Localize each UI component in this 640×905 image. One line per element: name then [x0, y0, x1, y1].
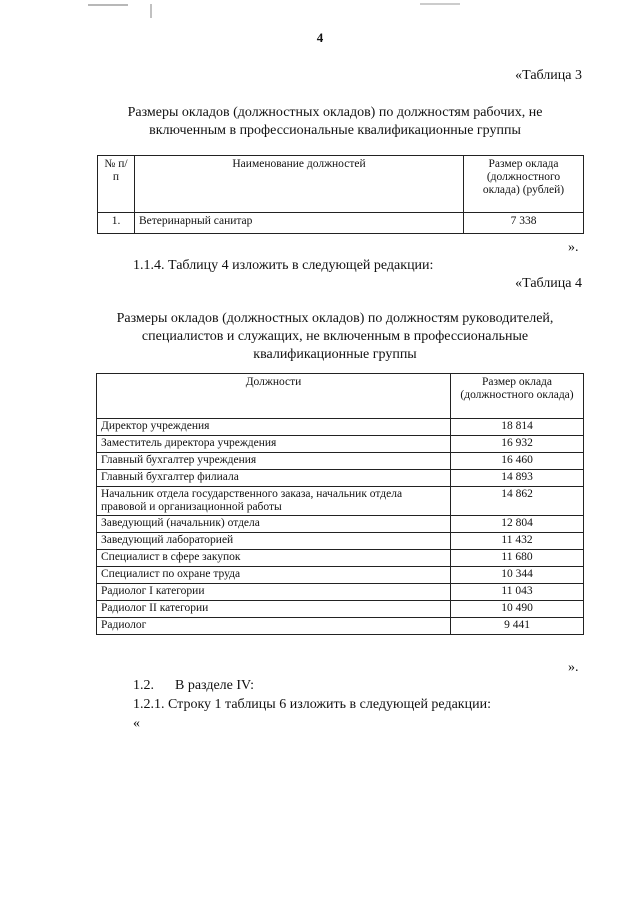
table4-cell-salary: 11 432 — [451, 533, 584, 550]
table4-cell-salary: 9 441 — [451, 618, 584, 635]
table3-label: «Таблица 3 — [515, 68, 582, 83]
table4-caption-line3: квалификационные группы — [253, 347, 417, 362]
table4-header-position: Должности — [97, 374, 451, 419]
table3-closing: ». — [568, 240, 579, 255]
table-row — [97, 453, 584, 470]
table4-cell-salary: 14 862 — [451, 487, 584, 516]
table4-cell-salary: 10 344 — [451, 567, 584, 584]
table4-header-row — [97, 374, 584, 419]
table-row — [97, 419, 584, 436]
table-row — [97, 550, 584, 567]
section-1-2 — [133, 678, 254, 694]
table4-cell-position: Главный бухгалтер филиала — [97, 470, 451, 487]
section-1-2-number: 1.2. — [133, 678, 154, 693]
table-row — [97, 533, 584, 550]
table4-cell-position: Специалист в сфере закупок — [97, 550, 451, 567]
table3-caption-line1: Размеры окладов (должностных окладов) по должностям рабочих, не — [127, 105, 543, 120]
table4-cell-position: Директор учреждения — [97, 419, 451, 436]
table-row — [97, 436, 584, 453]
table3-header-name: Наименование должностей — [135, 156, 464, 213]
table4-cell-position: Специалист по охране труда — [97, 567, 451, 584]
table-row — [97, 470, 584, 487]
table4-cell-position: Заведующий (начальник) отдела — [97, 516, 451, 533]
table3-cell-salary: 7 338 — [464, 213, 584, 234]
table-row — [97, 584, 584, 601]
table4-cell-salary: 16 932 — [451, 436, 584, 453]
page-number: 4 — [316, 30, 324, 45]
table4-cell-position: Радиолог I категории — [97, 584, 451, 601]
table-row — [97, 487, 584, 516]
table4-cell-salary: 16 460 — [451, 453, 584, 470]
scan-artifact — [150, 4, 152, 18]
table3-header-row — [98, 156, 584, 213]
table4-cell-position: Радиолог II категории — [97, 601, 451, 618]
table4-caption-line2: специалистов и служащих, не включенным в профессиональные — [141, 329, 529, 344]
table4-cell-salary: 11 680 — [451, 550, 584, 567]
table-row — [97, 618, 584, 635]
table4-cell-salary: 18 814 — [451, 419, 584, 436]
table4-cell-position: Главный бухгалтер учреждения — [97, 453, 451, 470]
table3-cell-num: 1. — [98, 213, 135, 234]
table4-cell-salary: 12 804 — [451, 516, 584, 533]
table3-header-salary: Размер оклада (должностного оклада) (рублей) — [464, 156, 584, 213]
table4-caption-line1: Размеры окладов (должностных окладов) по должностям руководителей, — [116, 311, 554, 326]
section-1-2-text: В разделе IV: — [175, 678, 254, 693]
table4-caption — [80, 310, 590, 364]
table4-cell-position: Заведующий лабораторией — [97, 533, 451, 550]
table4-header-salary: Размер оклада (должностного оклада) — [451, 374, 584, 419]
table3-caption-line2: включенным в профессиональные квалификационные группы — [149, 123, 521, 138]
table4 — [96, 373, 584, 635]
table4-cell-salary: 11 043 — [451, 584, 584, 601]
table4-cell-position: Заместитель директора учреждения — [97, 436, 451, 453]
table3-caption — [90, 104, 580, 140]
table-row — [97, 567, 584, 584]
table-row — [97, 601, 584, 618]
table4-cell-salary: 10 490 — [451, 601, 584, 618]
open-quote: « — [133, 716, 140, 731]
scan-artifact — [88, 4, 128, 6]
table3-cell-name: Ветеринарный санитар — [135, 213, 464, 234]
scan-artifact — [420, 3, 460, 5]
instruction-1-1-4: 1.1.4. Таблицу 4 изложить в следующей редакции: — [133, 258, 434, 273]
table-row — [98, 213, 584, 234]
table-row — [97, 516, 584, 533]
table4-label: «Таблица 4 — [515, 276, 582, 291]
table3 — [97, 155, 584, 234]
table4-cell-position: Начальник отдела государственного заказа, начальник отдела правовой и организационной работы — [97, 487, 451, 516]
table4-closing: ». — [568, 660, 579, 675]
table4-cell-position: Радиолог — [97, 618, 451, 635]
instruction-1-2-1: 1.2.1. Строку 1 таблицы 6 изложить в следующей редакции: — [133, 697, 491, 712]
table3-header-num: № п/п — [98, 156, 135, 213]
table4-cell-salary: 14 893 — [451, 470, 584, 487]
